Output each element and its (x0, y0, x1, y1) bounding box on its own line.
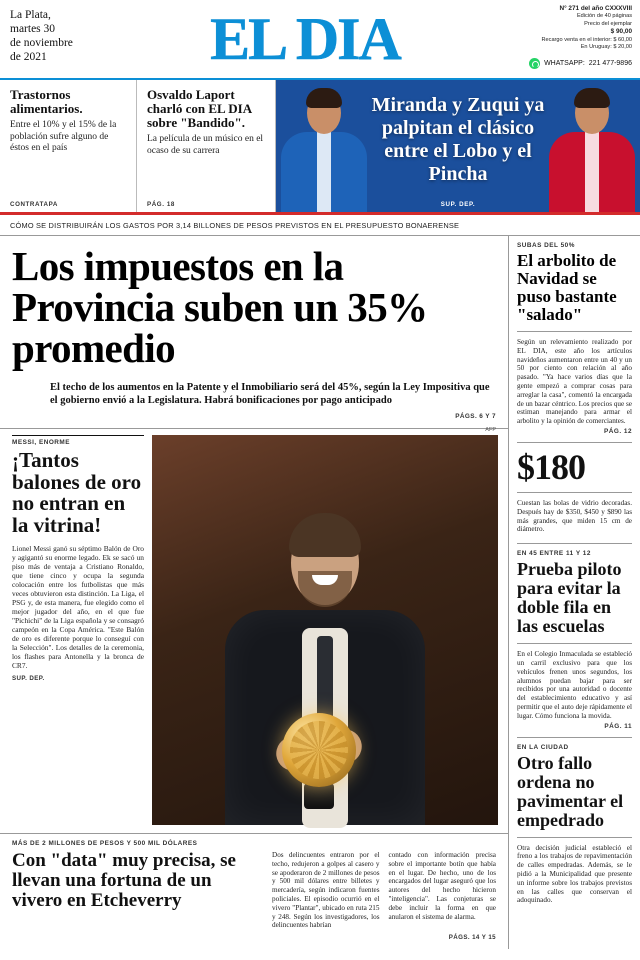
edition-price: $ 90,00 (610, 28, 632, 36)
empedrado-body-text: Otra decisión judicial estableció el freno a los trabajos de repavimentación de calles empedradas. Además, se le pidió a la Municipalidad que presente un informe sobre los trabajos previstos en las calles que conservan el adoquinado. (517, 843, 632, 905)
vivero-headline: Con "data" muy precisa, se llevan una fortuna de un vivero en Etcheverry (12, 850, 236, 911)
divider (517, 643, 632, 644)
lead-overline-bar (0, 215, 640, 236)
dateline-place: La Plata, (10, 9, 51, 21)
el-dia-logo: EL DIA (210, 6, 400, 72)
teaser-laport[interactable] (137, 80, 276, 212)
vivero-col-2: contado con información precisa sobre el importante botín que había en el lugar. De hecho, uno de los encargados del lugar aseguró que los autores del hecho hicieron "inteligencia". Las conjeturas se debe incluir la forma en que anularon el sistema de alarma. (388, 851, 496, 921)
dateline-year: de 2021 (10, 51, 47, 63)
masthead-logo-wrap (132, 0, 478, 78)
teaser-page-ref: SUP. DEP. (440, 201, 476, 208)
edition-surcharge: Recargo venta en el interior: $ 60,00 (541, 36, 632, 43)
empedrado-kicker: EN LA CIUDAD (517, 743, 569, 751)
teaser-strip (0, 80, 640, 215)
divider (517, 837, 632, 838)
whatsapp-icon (529, 58, 540, 69)
messi-story[interactable] (0, 429, 508, 829)
divider (517, 543, 632, 544)
divider (517, 331, 632, 332)
vivero-story[interactable] (0, 833, 508, 949)
teaser-page-ref: PÁG. 18 (147, 201, 175, 208)
messi-figure (220, 495, 430, 825)
teaser-text: La película de un músico en el ocaso de su carrera (147, 134, 264, 156)
messi-photo (152, 427, 498, 825)
lead-standfirst: El techo de los aumentos en la Patente y el Inmobiliario será del 45%, según la Ley Impositiva que el gobierno envió a la Legislatura. Habrá bonificaciones por pago anticipado (50, 382, 490, 406)
doble-fila-kicker: EN 45 ENTRE 11 Y 12 (517, 550, 591, 558)
vivero-page-ref: PÁGS. 14 Y 15 (448, 934, 496, 942)
page-body (0, 236, 640, 949)
divider (517, 492, 632, 493)
teaser-clasico[interactable] (276, 80, 640, 212)
vivero-col-1: Dos delincuentes entraron por el techo, redujeron a golpes al casero y se apoderaron de 2 millones de pesos y 500 mil dólares entre billetes y mercadería, según indicaron fuentes policiales. El episodio ocurrió en el vivero "Plantar", ubicado en ruta 215 y 248. Según los investigadores, los delincuentes habrían (272, 851, 380, 930)
messi-text-column (12, 435, 152, 825)
messi-page-ref: SUP. DEP. (12, 675, 45, 682)
messi-hair (289, 513, 361, 557)
edition-uruguay: En Uruguay: $ 20,00 (580, 44, 632, 51)
teaser-title: Osvaldo Laport charló con EL DIA sobre "Bandido". (147, 87, 252, 130)
arbolito-headline: El arbolito de Navidad se puso bastante "salado" (517, 251, 617, 324)
left-column (0, 236, 509, 949)
teaser-text: Entre el 10% y el 15% de la población sufre alguno de éstos en el país (10, 120, 117, 153)
precio-text: Cuestan las bolas de vidrio decoradas. Después hay de $350, $450 y $890 las más grandes, que miden 15 cm de diámetro. (517, 498, 632, 534)
arbolito-story[interactable] (517, 242, 632, 435)
messi-headline: ¡Tantos balones de oro no entran en la vitrina! (12, 448, 142, 537)
doble-fila-body-text: En el Colegio Inmaculada se estableció un carril exclusivo para que los vehículos frenen unos segundos, los alumnos puedan bajar para ser recibidos por una autoridad o docente del establecimiento educativo y así permitir que el auto deje rápidamente el lugar. Cómo funciona la movida. (517, 650, 632, 720)
messi-body-text: Lionel Messi ganó su séptimo Balón de Oro y agigantó su enorme legado. Ek se sacó un piso más de ventaja a Cristiano Ronaldo, que tiene cinco y ocupa la segunda colocación entre los futbolistas que más veces obtuvieron esta distinción. La Liga, el PSG y, de esta manera, fue elegido como el mejor jugador del año, en el que fue "Pichichi" de la Liga española y se consagró campeón en la Copa América. "Este Balón de oro es diferente porque lo conseguí con la Selección". Los detalles de la ceremonia, los flashes para Antonella y la bronca de CR7. (12, 544, 144, 670)
vivero-headline-wrap (12, 851, 262, 930)
teaser-title: Miranda y Zuqui ya palpitan el clásico entre el Lobo y el Pincha (371, 94, 545, 185)
messi-kicker: MESSI, ENORME (12, 435, 144, 446)
vivero-body-columns (272, 851, 496, 930)
lead-overline: CÓMO SE DISTRIBUIRÁN LOS GASTOS POR 3,14 BILLONES DE PESOS PREVISTOS EN EL PRESUPUESTO BONAERENSE (10, 220, 460, 230)
lead-page-ref: PÁGS. 6 Y 7 (455, 413, 496, 420)
teaser-page-ref: CONTRATAPA (10, 201, 58, 208)
whatsapp-number: 221 477-9896 (588, 59, 632, 67)
arbolito-body-text: Según un relevamiento realizado por EL DIA, este año los artículos navideños aumentaron entre un 40 y un 50 por ciento con relación al año pasado. "Ya hace varios días que la gente empezó a comprar cosas para arreglar la casa", comentó la encargada de un bazar céntrico. Los precios que se estiman manejando para armar el arbolito y la opinión de comerciantes. (517, 338, 632, 426)
divider (517, 737, 632, 738)
edition-number: N° 271 del año CXXXVIII (559, 5, 632, 12)
ballon-dor-trophy (282, 713, 356, 787)
doble-fila-headline: Prueba piloto para evitar la doble fila en las escuelas (517, 559, 622, 637)
lead-story[interactable] (0, 236, 508, 429)
dateline-day: martes 30 (10, 23, 56, 35)
teaser-contratapa[interactable] (0, 80, 137, 212)
whatsapp-contact[interactable] (529, 58, 632, 69)
empedrado-headline: Otro fallo ordena no pavimentar el empedrado (517, 752, 624, 830)
lead-headline: Los impuestos en la Provincia suben un 35% promedio (12, 243, 428, 371)
precio-value: $180 (517, 446, 585, 487)
empedrado-story[interactable] (517, 744, 632, 906)
doble-fila-page-ref: PÁG. 11 (604, 722, 632, 730)
divider (517, 442, 632, 443)
masthead (0, 0, 640, 80)
masthead-edition-info (478, 0, 640, 78)
vivero-kicker: MÁS DE 2 MILLONES DE PESOS Y 500 MIL DÓLARES (12, 840, 198, 847)
doble-fila-story[interactable] (517, 550, 632, 729)
edition-price-label: Precio del ejemplar (584, 20, 632, 27)
photo-credit: AFP (485, 427, 496, 433)
arbolito-kicker: SUBAS DEL 50% (517, 242, 575, 249)
teaser-title: Trastornos alimentarios. (10, 87, 83, 116)
dateline-month: de noviembre (10, 37, 73, 49)
arbolito-page-ref: PÁG. 12 (603, 427, 632, 435)
whatsapp-label: WHATSAPP: (544, 59, 585, 67)
right-column (509, 236, 640, 949)
edition-pages: Edición de 40 páginas (576, 13, 632, 19)
masthead-dateline (0, 0, 132, 78)
precio-bolas-box[interactable] (517, 446, 632, 534)
